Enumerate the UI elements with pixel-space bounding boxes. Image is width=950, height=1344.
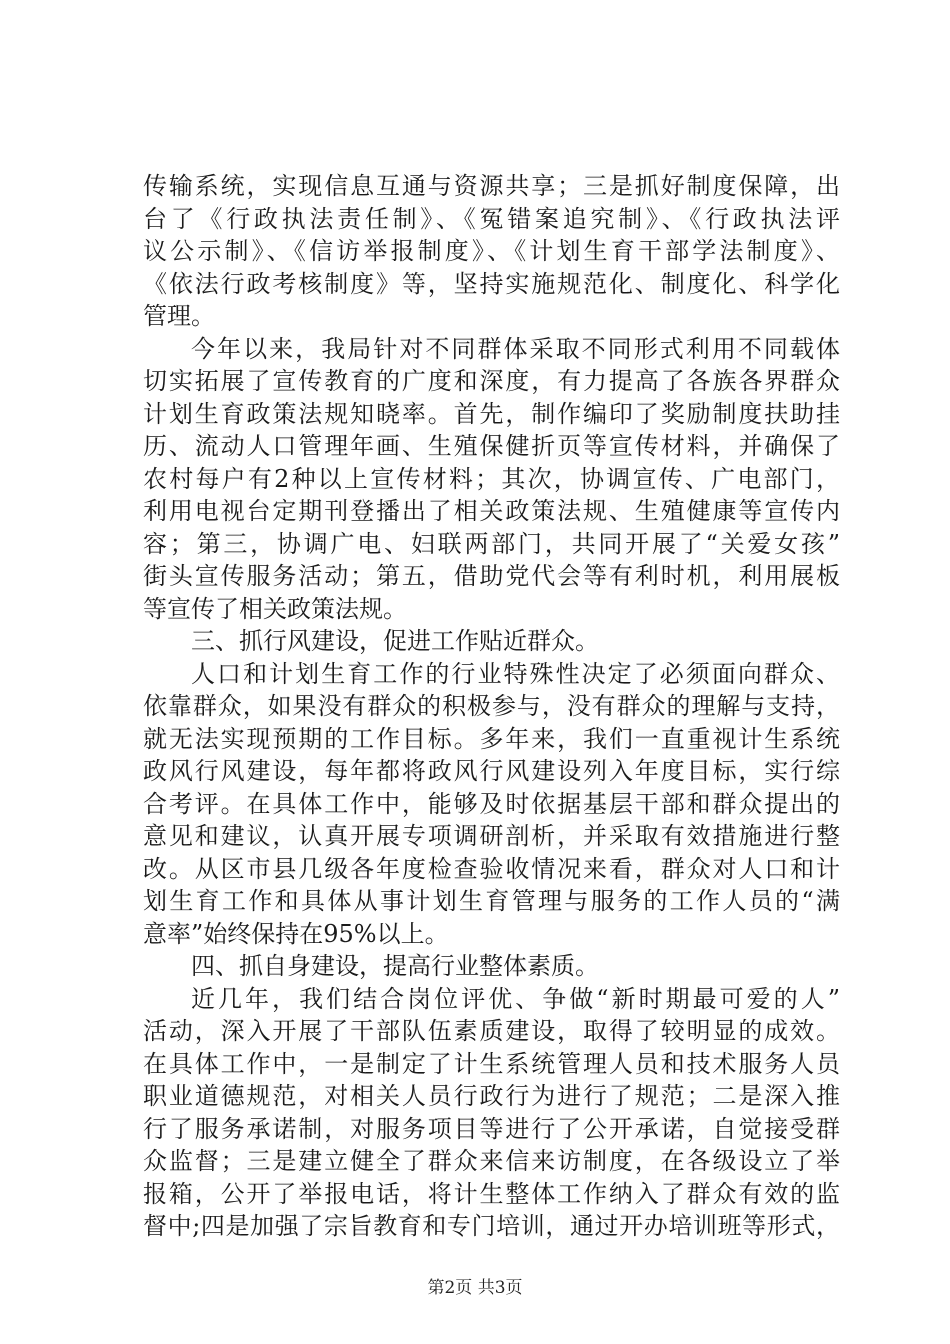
text-line: 历、流动人口管理年画、生殖保健折页等宣传材料，并确保了	[143, 432, 840, 460]
text-line: 意见和建议，认真开展专项调研剖析，并采取有效措施进行整	[143, 822, 840, 850]
paragraph-first-line: 近几年，我们结合岗位评优、争做“新时期最可爱的人”	[191, 984, 840, 1013]
text-line: 利用电视台定期刊登播出了相关政策法规、生殖健康等宣传内	[143, 497, 840, 525]
text-line: 管理。	[143, 302, 215, 330]
text-line: 划生育工作和具体从事计划生育管理与服务的工作人员的“满	[143, 887, 840, 915]
text-line: 行了服务承诺制，对服务项目等进行了公开承诺，自觉接受群	[143, 1114, 840, 1143]
text-line: 报箱，公开了举报电话，将计生整体工作纳入了群众有效的监	[143, 1179, 840, 1208]
text-line: 职业道德规范，对相关人员行政行为进行了规范；二是深入推	[143, 1082, 840, 1110]
text-line: 就无法实现预期的工作目标。多年来，我们一直重视计生系统	[143, 724, 840, 753]
page-number-label: 第2页 共3页	[427, 1278, 523, 1298]
section-heading: 三、抓行风建设，促进工作贴近群众。	[191, 627, 599, 655]
text-line: 政风行风建设，每年都将政风行风建设列入年度目标，实行综	[143, 757, 840, 785]
text-line: 在具体工作中，一是制定了计生系统管理人员和技术服务人员	[143, 1049, 840, 1078]
text-line: 等宣传了相关政策法规。	[143, 594, 407, 623]
paragraph-first-line: 今年以来，我局针对不同群体采取不同形式利用不同载体	[191, 334, 840, 363]
text-line: 众监督；三是建立健全了群众来信来访制度，在各级设立了举	[143, 1147, 840, 1175]
text-line: 切实拓展了宣传教育的广度和深度，有力提高了各族各界群众	[143, 367, 840, 395]
text-line: 活动，深入开展了干部队伍素质建设，取得了较明显的成效。	[143, 1017, 840, 1045]
text-line: 议公示制》、《信访举报制度》、《计划生育干部学法制度》、	[143, 237, 840, 265]
text-line: 《依法行政考核制度》等，坚持实施规范化、制度化、科学化	[143, 269, 840, 298]
text-line: 农村每户有2种以上宣传材料；其次，协调宣传、广电部门，	[143, 464, 840, 493]
section-heading: 四、抓自身建设，提高行业整体素质。	[191, 952, 599, 980]
text-line: 改。从区市县几级各年度检查验收情况来看，群众对人口和计	[143, 854, 840, 883]
text-line: 意率”始终保持在95%以上。	[143, 919, 449, 948]
page-footer	[0, 1273, 950, 1298]
text-line: 街头宣传服务活动；第五，借助党代会等有利时机，利用展板	[143, 562, 840, 590]
text-line: 计划生育政策法规知晓率。首先，制作编印了奖励制度扶助挂	[143, 399, 840, 428]
text-line: 台了《行政执法责任制》、《冤错案追究制》、《行政执法评	[143, 204, 840, 233]
text-line: 依靠群众，如果没有群众的积极参与，没有群众的理解与支持，	[143, 692, 840, 720]
paragraph-first-line: 人口和计划生育工作的行业特殊性决定了必须面向群众、	[191, 659, 840, 688]
text-line: 传输系统，实现信息互通与资源共享；三是抓好制度保障，出	[143, 172, 840, 200]
text-line: 合考评。在具体工作中，能够及时依据基层干部和群众提出的	[143, 789, 840, 818]
text-line: 督中;四是加强了宗旨教育和专门培训，通过开办培训班等形式，	[143, 1212, 840, 1240]
text-line: 容；第三，协调广电、妇联两部门，共同开展了“关爱女孩”	[143, 529, 840, 558]
document-body	[143, 170, 840, 1243]
